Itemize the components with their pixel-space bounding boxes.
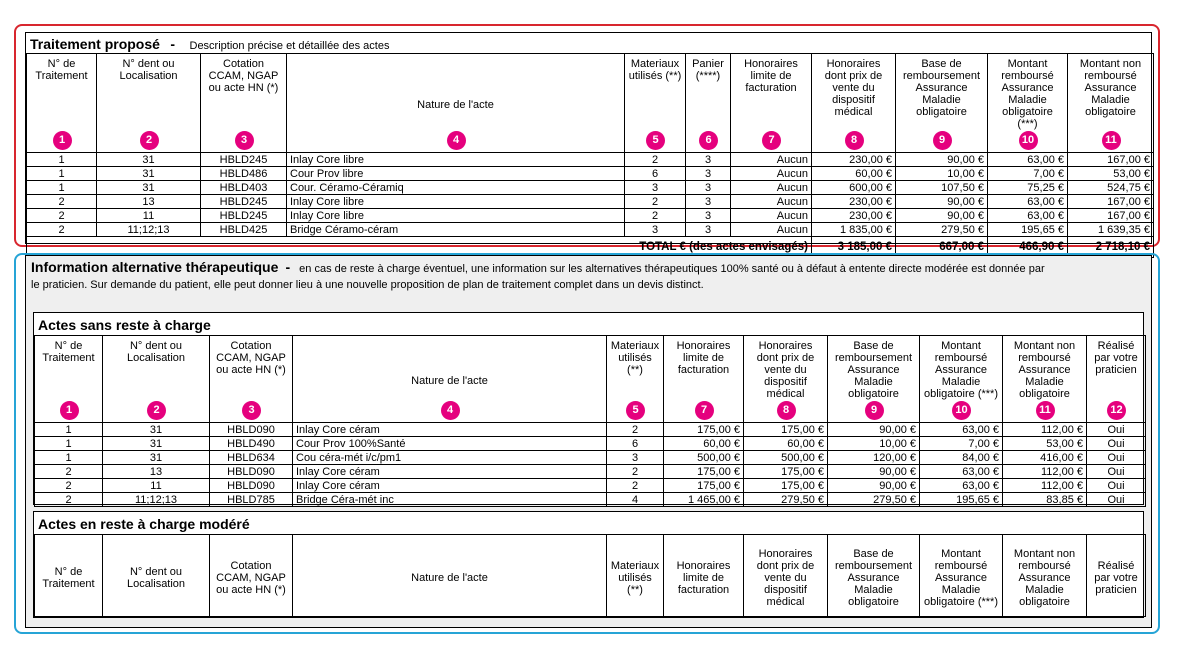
s2a-cell: HBLD090 xyxy=(210,423,293,437)
s2b-header-0 xyxy=(35,535,103,617)
s2a-cell: 90,00 € xyxy=(828,479,920,493)
s1-cell: 3 xyxy=(686,167,731,181)
s2a-cell: 84,00 € xyxy=(920,451,1003,465)
s2a-cell: HBLD490 xyxy=(210,437,293,451)
s2a-header-1 xyxy=(103,336,210,423)
s2a-row xyxy=(35,437,1146,451)
s1-cell: 2 xyxy=(625,195,686,209)
s2a-badge-2: 3 xyxy=(242,401,261,420)
s1-cell: 107,50 € xyxy=(896,181,988,195)
s2a-header-label-1: N° dent ou Localisation xyxy=(126,340,186,364)
s2a-cell: 175,00 € xyxy=(664,465,744,479)
s1-cell: 11;12;13 xyxy=(97,223,201,237)
s2a-cell: 90,00 € xyxy=(828,465,920,479)
s2a-cell: HBLD785 xyxy=(210,493,293,507)
s2a-cell: 175,00 € xyxy=(664,479,744,493)
s2a-row xyxy=(35,451,1146,465)
s2a-header-label-8: Montant remboursé Assurance Maladie obligatoire (***) xyxy=(924,340,998,400)
s1-cell: 31 xyxy=(97,167,201,181)
s1-cell: Aucun xyxy=(731,181,812,195)
s1-badge-2: 3 xyxy=(235,131,254,150)
s1-cell: 167,00 € xyxy=(1068,209,1154,223)
s2b-header-label-9: Montant non remboursé Assurance Maladie obligatoire xyxy=(1013,547,1076,608)
s2a-cell: 2 xyxy=(35,479,103,493)
s2b-header-label-3: Nature de l'acte xyxy=(411,571,488,584)
s1-cell: Aucun xyxy=(731,195,812,209)
section1-heading xyxy=(26,33,1151,53)
s2a-header-3 xyxy=(293,336,607,423)
s2a-header-4 xyxy=(607,336,664,423)
s1-cell: 60,00 € xyxy=(812,167,896,181)
s2b-header-label-10: Réalisé par votre praticien xyxy=(1094,559,1138,596)
s1-header-2 xyxy=(201,54,287,153)
s2a-cell: 31 xyxy=(103,423,210,437)
s2a-header-label-7: Base de remboursement Assurance Maladie obligatoire xyxy=(834,340,913,400)
s2a-cell: 6 xyxy=(607,437,664,451)
s1-cell: HBLD425 xyxy=(201,223,287,237)
s2b-header-label-6: Honoraires dont prix de vente du dispositif médical xyxy=(756,547,815,608)
s1-cell: 90,00 € xyxy=(896,209,988,223)
total-non-rembourse: 2 718,10 € xyxy=(1068,237,1154,258)
s1-cell: 31 xyxy=(97,181,201,195)
total-rembourse: 466,90 € xyxy=(988,237,1068,258)
s2a-cell: 175,00 € xyxy=(664,423,744,437)
section1-subtitle: Description précise et détaillée des actes xyxy=(189,40,390,52)
s1-row xyxy=(27,167,1154,181)
s2a-cell: 175,00 € xyxy=(744,479,828,493)
moderate-charge-table xyxy=(34,534,1146,617)
s2a-header-6 xyxy=(744,336,828,423)
s1-header-3 xyxy=(287,54,625,153)
s2a-badge-7: 9 xyxy=(865,401,884,420)
s1-header-label-7: Honoraires dont prix de vente du dispositif médical xyxy=(824,58,883,118)
s1-cell: Aucun xyxy=(731,153,812,167)
s1-badge-10: 11 xyxy=(1102,131,1121,150)
s2a-header-5 xyxy=(664,336,744,423)
s1-cell: 167,00 € xyxy=(1068,153,1154,167)
s2b-header-2 xyxy=(210,535,293,617)
s2a-cell: 2 xyxy=(607,465,664,479)
s1-header-10 xyxy=(1068,54,1154,153)
s1-header-1 xyxy=(97,54,201,153)
s1-cell: 524,75 € xyxy=(1068,181,1154,195)
s1-header-label-1: N° dent ou Localisation xyxy=(119,58,178,82)
s2a-cell: 11;12;13 xyxy=(103,493,210,507)
s2a-cell: Inlay Core céram xyxy=(293,479,607,493)
s2a-cell: 1 465,00 € xyxy=(664,493,744,507)
s2b-header-10 xyxy=(1087,535,1146,617)
s2a-cell: Inlay Core céram xyxy=(293,423,607,437)
section2-description-2: le praticien. Sur demande du patient, elle peut donner lieu à une nouvelle proposition de plan de traitement complet dans un devis distinct. xyxy=(31,279,704,291)
s2a-cell: 175,00 € xyxy=(744,423,828,437)
s2b-header-8 xyxy=(920,535,1003,617)
section2-description-1: en cas de reste à charge éventuel, une information sur les alternatives thérapeutiques 100% santé ou à défaut à entente directe modérée est donnée par xyxy=(299,263,1045,275)
s2a-header-label-2: Cotation CCAM, NGAP ou acte HN (*) xyxy=(216,340,286,376)
s2a-cell: 4 xyxy=(607,493,664,507)
s1-cell: 279,50 € xyxy=(896,223,988,237)
s1-cell: 1 xyxy=(27,167,97,181)
s1-cell: 6 xyxy=(625,167,686,181)
s2a-row xyxy=(35,465,1146,479)
s1-header-label-0: N° de Traitement xyxy=(35,58,88,82)
s1-cell: 2 xyxy=(27,195,97,209)
s1-cell: 7,00 € xyxy=(988,167,1068,181)
s2a-row xyxy=(35,423,1146,437)
s2a-cell: 120,00 € xyxy=(828,451,920,465)
s1-row xyxy=(27,223,1154,237)
s1-cell: 31 xyxy=(97,153,201,167)
s1-cell: Inlay Core libre xyxy=(287,195,625,209)
s2a-cell: Oui xyxy=(1087,479,1146,493)
s1-cell: 600,00 € xyxy=(812,181,896,195)
s1-badge-7: 8 xyxy=(845,131,864,150)
s1-header-label-10: Montant non remboursé Assurance Maladie obligatoire xyxy=(1079,58,1142,118)
s1-header-label-8: Base de remboursement Assurance Maladie obligatoire xyxy=(902,58,981,118)
s2a-cell: 90,00 € xyxy=(828,423,920,437)
s2a-cell: 1 xyxy=(35,423,103,437)
s1-cell: 1 xyxy=(27,153,97,167)
s2a-header-8 xyxy=(920,336,1003,423)
s1-cell: 3 xyxy=(686,209,731,223)
s2b-header-4 xyxy=(607,535,664,617)
s2a-badge-1: 2 xyxy=(147,401,166,420)
s1-cell: 75,25 € xyxy=(988,181,1068,195)
s1-cell: 3 xyxy=(686,181,731,195)
s2b-header-3 xyxy=(293,535,607,617)
s2a-header-label-3: Nature de l'acte xyxy=(411,375,488,387)
s2b-header-label-0: N° de Traitement xyxy=(42,565,95,590)
s2a-cell: 500,00 € xyxy=(744,451,828,465)
s1-header-7 xyxy=(812,54,896,153)
s2a-header-label-0: N° de Traitement xyxy=(42,340,95,364)
s1-cell: 2 xyxy=(625,209,686,223)
s2a-cell: 112,00 € xyxy=(1003,465,1087,479)
no-charge-header-row xyxy=(35,336,1146,423)
s2b-header-label-2: Cotation CCAM, NGAP ou acte HN (*) xyxy=(216,559,286,596)
no-charge-panel xyxy=(33,312,1144,505)
s1-header-9 xyxy=(988,54,1068,153)
s2a-cell: 2 xyxy=(35,493,103,507)
s2a-cell: 416,00 € xyxy=(1003,451,1087,465)
s1-cell: 10,00 € xyxy=(896,167,988,181)
s2a-cell: 112,00 € xyxy=(1003,423,1087,437)
s2a-badge-4: 5 xyxy=(626,401,645,420)
s1-row xyxy=(27,209,1154,223)
s2a-header-label-4: Materiaux utilisés (**) xyxy=(610,340,660,376)
s2b-header-label-7: Base de remboursement Assurance Maladie obligatoire xyxy=(834,547,913,608)
s2a-cell: 53,00 € xyxy=(1003,437,1087,451)
s2b-header-7 xyxy=(828,535,920,617)
s1-cell: HBLD245 xyxy=(201,195,287,209)
s1-badge-1: 2 xyxy=(140,131,159,150)
s1-cell: 90,00 € xyxy=(896,153,988,167)
s1-header-label-4: Materiaux utilisés (**) xyxy=(628,58,682,82)
s2b-header-5 xyxy=(664,535,744,617)
s2a-cell: Oui xyxy=(1087,437,1146,451)
s1-cell: 63,00 € xyxy=(988,195,1068,209)
s2a-cell: 10,00 € xyxy=(828,437,920,451)
alternative-panel xyxy=(25,255,1152,628)
s2a-header-7 xyxy=(828,336,920,423)
s1-cell: 13 xyxy=(97,195,201,209)
s2a-header-2 xyxy=(210,336,293,423)
s1-cell: 3 xyxy=(625,181,686,195)
proposed-treatment-table xyxy=(26,53,1154,258)
s1-cell: 2 xyxy=(27,223,97,237)
s2a-cell: 31 xyxy=(103,437,210,451)
s2b-header-label-4: Materiaux utilisés (**) xyxy=(610,559,660,596)
s1-cell: 63,00 € xyxy=(988,209,1068,223)
s1-badge-9: 10 xyxy=(1019,131,1038,150)
s1-cell: 230,00 € xyxy=(812,209,896,223)
s2a-cell: 60,00 € xyxy=(744,437,828,451)
no-charge-title: Actes sans reste à charge xyxy=(38,317,211,333)
s2b-header-9 xyxy=(1003,535,1087,617)
s2a-cell: 83,85 € xyxy=(1003,493,1087,507)
s2a-cell: 60,00 € xyxy=(664,437,744,451)
s1-badge-0: 1 xyxy=(53,131,72,150)
s1-cell: Aucun xyxy=(731,167,812,181)
s2a-cell: 1 xyxy=(35,437,103,451)
s1-badge-6: 7 xyxy=(762,131,781,150)
s2a-header-label-9: Montant non remboursé Assurance Maladie obligatoire xyxy=(1013,340,1076,400)
s1-cell: HBLD486 xyxy=(201,167,287,181)
s1-cell: 53,00 € xyxy=(1068,167,1154,181)
s1-cell: 1 835,00 € xyxy=(812,223,896,237)
s2a-badge-0: 1 xyxy=(60,401,79,420)
s2a-cell: 11 xyxy=(103,479,210,493)
s2a-badge-5: 7 xyxy=(695,401,714,420)
s1-cell: 63,00 € xyxy=(988,153,1068,167)
s1-cell: Inlay Core libre xyxy=(287,153,625,167)
s1-header-4 xyxy=(625,54,686,153)
s1-cell: Aucun xyxy=(731,223,812,237)
moderate-charge-header-row xyxy=(35,535,1146,617)
s2a-cell: Inlay Core céram xyxy=(293,465,607,479)
s1-cell: 1 639,35 € xyxy=(1068,223,1154,237)
s2a-cell: Cour Prov 100%Santé xyxy=(293,437,607,451)
s2a-header-label-6: Honoraires dont prix de vente du dispositif médical xyxy=(756,340,815,400)
s2a-cell: Oui xyxy=(1087,451,1146,465)
s1-cell: HBLD245 xyxy=(201,209,287,223)
s1-cell: Bridge Céramo-céram xyxy=(287,223,625,237)
s1-header-label-5: Panier (****) xyxy=(692,58,724,82)
s2a-cell: 13 xyxy=(103,465,210,479)
s2a-header-0 xyxy=(35,336,103,423)
s2a-badge-10: 12 xyxy=(1107,401,1126,420)
section2-heading xyxy=(26,256,1151,293)
s2a-cell: HBLD090 xyxy=(210,479,293,493)
s2a-cell: 195,65 € xyxy=(920,493,1003,507)
s1-badge-3: 4 xyxy=(447,131,466,150)
s1-header-6 xyxy=(731,54,812,153)
s2a-cell: 2 xyxy=(607,479,664,493)
s2b-header-1 xyxy=(103,535,210,617)
s2a-badge-9: 11 xyxy=(1036,401,1055,420)
s2a-cell: 63,00 € xyxy=(920,423,1003,437)
s2a-badge-8: 10 xyxy=(952,401,971,420)
section2-dash: - xyxy=(285,259,291,275)
s1-badge-8: 9 xyxy=(933,131,952,150)
s1-header-label-3: Nature de l'acte xyxy=(417,99,494,111)
s1-cell: HBLD403 xyxy=(201,181,287,195)
s2a-cell: 3 xyxy=(607,451,664,465)
total-honoraires: 3 185,00 € xyxy=(812,237,896,258)
moderate-charge-panel xyxy=(33,511,1144,618)
s2a-cell: Oui xyxy=(1087,423,1146,437)
s1-row xyxy=(27,195,1154,209)
s1-cell: 2 xyxy=(625,153,686,167)
s1-cell: Inlay Core libre xyxy=(287,209,625,223)
s2a-cell: Oui xyxy=(1087,465,1146,479)
s2a-cell: Bridge Céra-mét inc xyxy=(293,493,607,507)
s1-badge-5: 6 xyxy=(699,131,718,150)
moderate-charge-title: Actes en reste à charge modéré xyxy=(38,516,250,532)
s2a-badge-3: 4 xyxy=(441,401,460,420)
s1-row xyxy=(27,153,1154,167)
s1-cell: Aucun xyxy=(731,209,812,223)
s2a-cell: 1 xyxy=(35,451,103,465)
section1-dash: - xyxy=(170,36,176,52)
s2a-cell: 31 xyxy=(103,451,210,465)
s2b-header-6 xyxy=(744,535,828,617)
s2a-cell: Cou céra-mét i/c/pm1 xyxy=(293,451,607,465)
s2a-cell: 175,00 € xyxy=(744,465,828,479)
s2a-cell: 2 xyxy=(607,423,664,437)
s1-cell: Cour. Céramo-Céramiq xyxy=(287,181,625,195)
s1-cell: 1 xyxy=(27,181,97,195)
s1-cell: 3 xyxy=(686,153,731,167)
s2a-cell: 63,00 € xyxy=(920,479,1003,493)
s2a-cell: 279,50 € xyxy=(744,493,828,507)
proposed-treatment-header-row xyxy=(27,54,1154,153)
no-charge-table xyxy=(34,335,1146,507)
s1-cell: 195,65 € xyxy=(988,223,1068,237)
s1-cell: 230,00 € xyxy=(812,153,896,167)
section2-title: Information alternative thérapeutique xyxy=(31,259,279,275)
s1-header-5 xyxy=(686,54,731,153)
s1-cell: 11 xyxy=(97,209,201,223)
s2b-header-label-8: Montant remboursé Assurance Maladie obligatoire (***) xyxy=(924,547,998,608)
s1-header-label-9: Montant remboursé Assurance Maladie obligatoire (***) xyxy=(1001,58,1054,130)
s1-header-8 xyxy=(896,54,988,153)
s1-badge-4: 5 xyxy=(646,131,665,150)
section1-title: Traitement proposé xyxy=(30,36,160,52)
s2a-cell: 500,00 € xyxy=(664,451,744,465)
s1-cell: HBLD245 xyxy=(201,153,287,167)
s2a-row xyxy=(35,479,1146,493)
s1-cell: 3 xyxy=(625,223,686,237)
s1-cell: 2 xyxy=(27,209,97,223)
s2b-header-label-5: Honoraires limite de facturation xyxy=(676,559,731,596)
s2a-row xyxy=(35,493,1146,507)
s2b-header-label-1: N° dent ou Localisation xyxy=(126,565,186,590)
s1-header-0 xyxy=(27,54,97,153)
s1-row xyxy=(27,181,1154,195)
s2a-cell: 112,00 € xyxy=(1003,479,1087,493)
s1-header-label-2: Cotation CCAM, NGAP ou acte HN (*) xyxy=(208,58,279,94)
s1-cell: 90,00 € xyxy=(896,195,988,209)
s2a-cell: HBLD634 xyxy=(210,451,293,465)
s2a-header-10 xyxy=(1087,336,1146,423)
s2a-header-label-10: Réalisé par votre praticien xyxy=(1094,340,1138,376)
s2a-cell: 2 xyxy=(35,465,103,479)
proposed-treatment-panel xyxy=(25,32,1152,253)
s2a-cell: HBLD090 xyxy=(210,465,293,479)
s1-cell: 3 xyxy=(686,223,731,237)
s1-cell: 3 xyxy=(686,195,731,209)
total-label: TOTAL € (des actes envisagés) xyxy=(27,237,812,258)
s1-cell: 167,00 € xyxy=(1068,195,1154,209)
s2a-cell: 7,00 € xyxy=(920,437,1003,451)
s2a-cell: 63,00 € xyxy=(920,465,1003,479)
s2a-badge-6: 8 xyxy=(777,401,796,420)
total-base: 667,00 € xyxy=(896,237,988,258)
s1-cell: 230,00 € xyxy=(812,195,896,209)
s1-cell: Cour Prov libre xyxy=(287,167,625,181)
s2a-cell: Oui xyxy=(1087,493,1146,507)
s2a-cell: 279,50 € xyxy=(828,493,920,507)
s2a-header-9 xyxy=(1003,336,1087,423)
s1-header-label-6: Honoraires limite de facturation xyxy=(744,58,798,94)
s2a-header-label-5: Honoraires limite de facturation xyxy=(676,340,731,376)
